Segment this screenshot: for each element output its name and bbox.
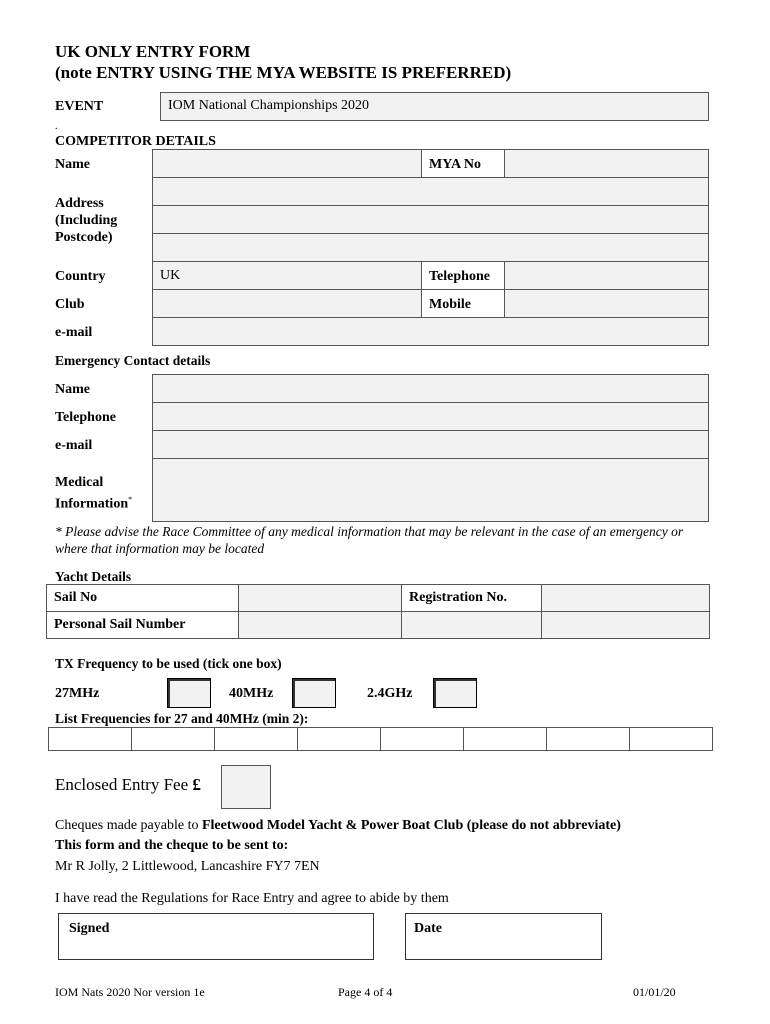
mobile-label: Mobile	[429, 297, 471, 312]
postal-address: Mr R Jolly, 2 Littlewood, Lancashire FY7 7EN	[55, 859, 320, 874]
event-label: EVENT	[55, 99, 104, 114]
mobile-field[interactable]	[504, 289, 709, 318]
mya-field[interactable]	[504, 149, 709, 178]
address-field-2[interactable]	[152, 205, 709, 234]
yacht-details-table	[46, 584, 710, 639]
personal-sail-extra-field-1[interactable]	[402, 612, 542, 639]
event-value: IOM National Championships 2020	[168, 98, 370, 113]
frequency-list-table	[48, 727, 713, 751]
registration-label: Registration No.	[402, 585, 542, 612]
frequency-list-row	[49, 728, 713, 751]
agreement-text: I have read the Regulations for Race Entry and agree to abide by them	[55, 891, 449, 906]
yacht-section-title: Yacht Details	[55, 569, 132, 584]
competitor-name-field[interactable]	[152, 149, 422, 178]
emergency-email-label: e-mail	[55, 438, 93, 453]
stray-dot: .	[55, 121, 58, 132]
frequency-cell[interactable]	[215, 728, 298, 751]
freq-40-checkbox[interactable]	[292, 678, 336, 708]
sail-no-label: Sail No	[47, 585, 239, 612]
emergency-name-field[interactable]	[152, 374, 709, 403]
country-field[interactable]	[152, 261, 422, 290]
footer-page-number: Page 4 of 4	[338, 985, 393, 999]
frequency-cell[interactable]	[464, 728, 547, 751]
medical-label-1: Medical	[55, 475, 104, 490]
club-field[interactable]	[152, 289, 422, 318]
emergency-telephone-label: Telephone	[55, 410, 116, 425]
email-label: e-mail	[55, 325, 93, 340]
entry-fee-field[interactable]	[221, 765, 271, 809]
signed-label: Signed	[69, 921, 110, 936]
address-field-3[interactable]	[152, 233, 709, 262]
sail-no-field[interactable]	[239, 585, 402, 612]
address-label-2: (Including	[55, 213, 118, 228]
medical-label-2: Information*	[55, 495, 133, 512]
frequency-cell[interactable]	[49, 728, 132, 751]
form-subtitle: (note ENTRY USING THE MYA WEBSITE IS PREFERRED)	[55, 63, 512, 82]
frequency-list-title: List Frequencies for 27 and 40MHz (min 2):	[55, 711, 309, 726]
club-label: Club	[55, 297, 85, 312]
pound-symbol: £	[192, 775, 201, 794]
address-label-1: Address	[55, 196, 104, 211]
medical-field[interactable]	[152, 458, 709, 522]
country-label: Country	[55, 269, 106, 284]
address-field-1[interactable]	[152, 177, 709, 206]
emergency-name-label: Name	[55, 382, 90, 397]
frequency-title: TX Frequency to be used (tick one box)	[55, 656, 282, 671]
telephone-field[interactable]	[504, 261, 709, 290]
entry-fee-label: Enclosed Entry Fee £	[55, 775, 201, 794]
frequency-cell[interactable]	[298, 728, 381, 751]
registration-field[interactable]	[542, 585, 710, 612]
cheques-line: Cheques made payable to Fleetwood Model Yacht & Power Boat Club (please do not abbreviate)	[55, 818, 621, 833]
mya-label: MYA No	[429, 157, 481, 172]
address-label-3: Postcode)	[55, 230, 113, 245]
frequency-cell[interactable]	[630, 728, 713, 751]
footer-version: IOM Nats 2020 Nor version 1e	[55, 985, 205, 999]
competitor-section-title: COMPETITOR DETAILS	[55, 134, 216, 149]
frequency-cell[interactable]	[381, 728, 464, 751]
frequency-cell[interactable]	[547, 728, 630, 751]
emergency-section-title: Emergency Contact details	[55, 353, 211, 368]
footer-date: 01/01/20	[633, 985, 676, 999]
emergency-telephone-field[interactable]	[152, 402, 709, 431]
emergency-email-field[interactable]	[152, 430, 709, 459]
personal-sail-label: Personal Sail Number	[47, 612, 239, 639]
form-title: UK ONLY ENTRY FORM	[55, 42, 251, 61]
email-field[interactable]	[152, 317, 709, 346]
country-value: UK	[160, 268, 181, 283]
medical-asterisk: *	[128, 495, 133, 504]
freq-40-label: 40MHz	[229, 686, 274, 701]
freq-27-label: 27MHz	[55, 686, 100, 701]
frequency-cell[interactable]	[132, 728, 215, 751]
competitor-name-label: Name	[55, 157, 90, 172]
personal-sail-extra-field-2[interactable]	[542, 612, 710, 639]
freq-27-checkbox[interactable]	[167, 678, 211, 708]
yacht-row-sail	[47, 585, 710, 612]
date-label: Date	[414, 921, 442, 936]
personal-sail-field[interactable]	[239, 612, 402, 639]
send-to-line: This form and the cheque to be sent to:	[55, 838, 289, 853]
freq-24-label: 2.4GHz	[367, 686, 413, 701]
cheques-payee: Fleetwood Model Yacht & Power Boat Club (please do not abbreviate)	[201, 818, 621, 833]
telephone-label: Telephone	[429, 269, 490, 284]
freq-24-checkbox[interactable]	[433, 678, 477, 708]
medical-note: * Please advise the Race Committee of any medical information that may be relevant in the case of an emergency or where that information may be located	[55, 524, 684, 556]
yacht-row-personal	[47, 612, 710, 639]
